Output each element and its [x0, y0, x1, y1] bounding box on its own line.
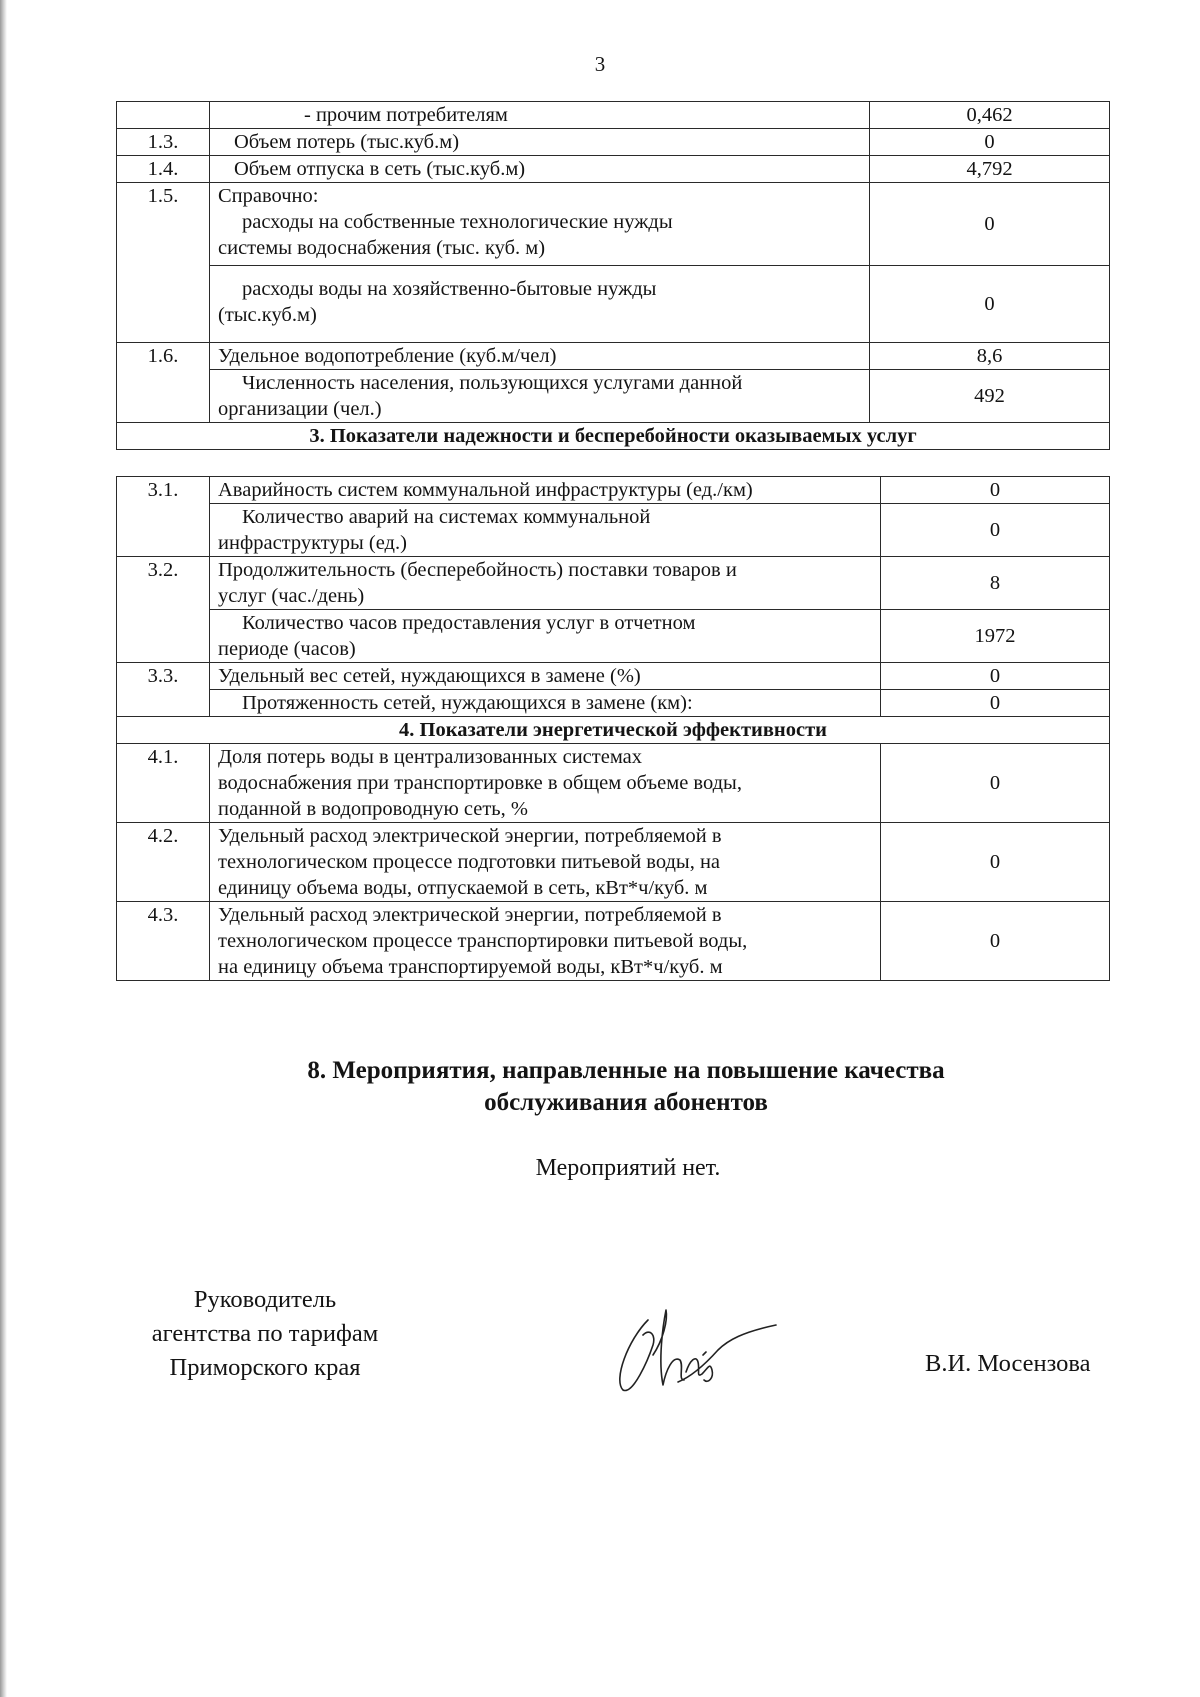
indicators-table-sections	[116, 476, 1110, 981]
table-row	[117, 610, 1110, 663]
row-number-cell: 1.5.	[117, 183, 210, 266]
scan-edge-shadow	[0, 0, 7, 1697]
row-number-cell: 1.4.	[117, 156, 210, 183]
row-number-cell	[117, 690, 210, 717]
row-description-line: единицу объема воды, отпускаемой в сеть, кВт*ч/куб. м	[218, 877, 708, 899]
row-value-cell: 0	[870, 266, 1110, 343]
row-description-cell	[210, 183, 870, 266]
table-row	[117, 902, 1110, 981]
page-number: 3	[594, 52, 606, 76]
section-4-header-title: 4. Показатели энергетической эффективности	[117, 717, 1110, 744]
section-8-heading-line-1: 8. Мероприятия, направленные на повышение качества	[307, 1057, 945, 1084]
signatory-title-line: агентства по тарифам	[151, 1320, 379, 1347]
section-3-header	[117, 423, 1110, 450]
row-value-cell: 0,462	[870, 102, 1110, 129]
table-row	[117, 129, 1110, 156]
row-value-cell: 0	[881, 823, 1110, 902]
row-value-cell: 0	[881, 477, 1110, 504]
row-value-cell: 0	[881, 504, 1110, 557]
row-value-cell: 492	[870, 370, 1110, 423]
row-description-line: Аварийность систем коммунальной инфраструктуры (ед./км)	[218, 479, 753, 501]
row-description-line: организации (чел.)	[218, 398, 382, 420]
section-8-heading	[0, 1055, 1200, 1119]
table-row	[117, 370, 1110, 423]
row-description-cell	[210, 902, 881, 981]
row-description-line: технологическом процессе транспортировки питьевой воды,	[218, 930, 748, 952]
row-description-line: расходы на собственные технологические нужды	[242, 211, 673, 233]
row-description-line: Протяженность сетей, нуждающихся в замене (км):	[242, 692, 693, 714]
row-description-cell	[210, 266, 870, 343]
row-number-cell: 4.2.	[117, 823, 210, 902]
row-value-cell: 1972	[881, 610, 1110, 663]
row-number-cell: 3.3.	[117, 663, 210, 690]
row-value-cell: 0	[870, 129, 1110, 156]
row-description-cell	[210, 690, 881, 717]
row-description-cell	[210, 129, 870, 156]
row-value-cell: 0	[881, 690, 1110, 717]
row-number-cell	[117, 370, 210, 423]
row-description-line: Справочно:	[218, 185, 319, 207]
row-description-cell	[210, 102, 870, 129]
row-value-cell: 4,792	[870, 156, 1110, 183]
row-description-cell	[210, 156, 870, 183]
signatory-title-line: Приморского края	[169, 1354, 361, 1381]
row-description-cell	[210, 744, 881, 823]
row-description-line: инфраструктуры (ед.)	[218, 532, 407, 554]
row-number-cell	[117, 266, 210, 343]
row-value-cell: 8,6	[870, 343, 1110, 370]
row-description-line: Доля потерь воды в централизованных системах	[218, 746, 643, 768]
table-row	[117, 156, 1110, 183]
table-row	[117, 102, 1110, 129]
row-description-line: Объем отпуска в сеть (тыс.куб.м)	[234, 158, 526, 180]
row-description-line: Количество часов предоставления услуг в отчетном	[242, 612, 696, 634]
signatory-title-line: Руководитель	[193, 1286, 337, 1313]
row-description-line: - прочим потребителям	[304, 104, 508, 126]
row-value-cell: 8	[881, 557, 1110, 610]
handwritten-signature	[608, 1300, 778, 1410]
row-number-cell: 4.1.	[117, 744, 210, 823]
table-row	[117, 477, 1110, 504]
row-number-cell	[117, 610, 210, 663]
row-number-cell: 4.3.	[117, 902, 210, 981]
no-events-text: Мероприятий нет.	[535, 1155, 721, 1181]
table-row	[117, 557, 1110, 610]
row-number-cell	[117, 504, 210, 557]
row-description-line: Удельный вес сетей, нуждающихся в замене (%)	[218, 665, 641, 687]
row-number-cell: 3.1.	[117, 477, 210, 504]
row-description-line: Удельный расход электрической энергии, потребляемой в	[218, 825, 722, 847]
row-description-line: водоснабжения при транспортировке в общем объеме воды,	[218, 772, 742, 794]
table-row	[117, 266, 1110, 343]
row-description-line: расходы воды на хозяйственно-бытовые нужды	[242, 278, 657, 300]
signatory-name: В.И. Мосензова	[925, 1350, 1091, 1377]
row-description-line: Удельный расход электрической энергии, потребляемой в	[218, 904, 722, 926]
row-description-cell	[210, 343, 870, 370]
row-description-cell	[210, 823, 881, 902]
row-value-cell: 0	[881, 902, 1110, 981]
row-description-line: технологическом процессе подготовки питьевой воды, на	[218, 851, 721, 873]
row-value-cell: 0	[881, 744, 1110, 823]
row-description-line: Численность населения, пользующихся услугами данной	[242, 372, 743, 394]
row-description-cell	[210, 557, 881, 610]
table-row	[117, 504, 1110, 557]
row-description-line: поданной в водопроводную сеть, %	[218, 798, 528, 820]
section-3-header-title: 3. Показатели надежности и бесперебойности оказываемых услуг	[117, 423, 1110, 450]
row-description-cell	[210, 610, 881, 663]
row-description-cell	[210, 370, 870, 423]
row-description-line: на единицу объема транспортируемой воды, кВт*ч/куб. м	[218, 956, 723, 978]
row-description-line: периоде (часов)	[218, 638, 356, 660]
row-description-cell	[210, 504, 881, 557]
table-row	[117, 744, 1110, 823]
row-description-line: системы водоснабжения (тыс. куб. м)	[218, 237, 546, 259]
indicators-table-top	[116, 101, 1110, 450]
row-number-cell: 1.6.	[117, 343, 210, 370]
section-4-header	[117, 717, 1110, 744]
table-row	[117, 690, 1110, 717]
table-row	[117, 663, 1110, 690]
row-description-line: Количество аварий на системах коммунальной	[242, 506, 651, 528]
section-8-heading-line-2: обслуживания абонентов	[484, 1089, 768, 1116]
row-value-cell: 0	[870, 183, 1110, 266]
row-description-line: услуг (час./день)	[218, 585, 365, 607]
row-number-cell	[117, 102, 210, 129]
row-number-cell: 3.2.	[117, 557, 210, 610]
row-description-cell	[210, 477, 881, 504]
row-description-line: Продолжительность (бесперебойность) поставки товаров и	[218, 559, 737, 581]
row-description-line: Удельное водопотребление (куб.м/чел)	[218, 345, 557, 367]
signatory-title	[130, 1283, 400, 1385]
row-description-line: (тыс.куб.м)	[218, 304, 317, 326]
table-row	[117, 183, 1110, 266]
row-description-line: Объем потерь (тыс.куб.м)	[234, 131, 460, 153]
row-number-cell: 1.3.	[117, 129, 210, 156]
table-row	[117, 343, 1110, 370]
table-row	[117, 823, 1110, 902]
row-value-cell: 0	[881, 663, 1110, 690]
row-description-cell	[210, 663, 881, 690]
